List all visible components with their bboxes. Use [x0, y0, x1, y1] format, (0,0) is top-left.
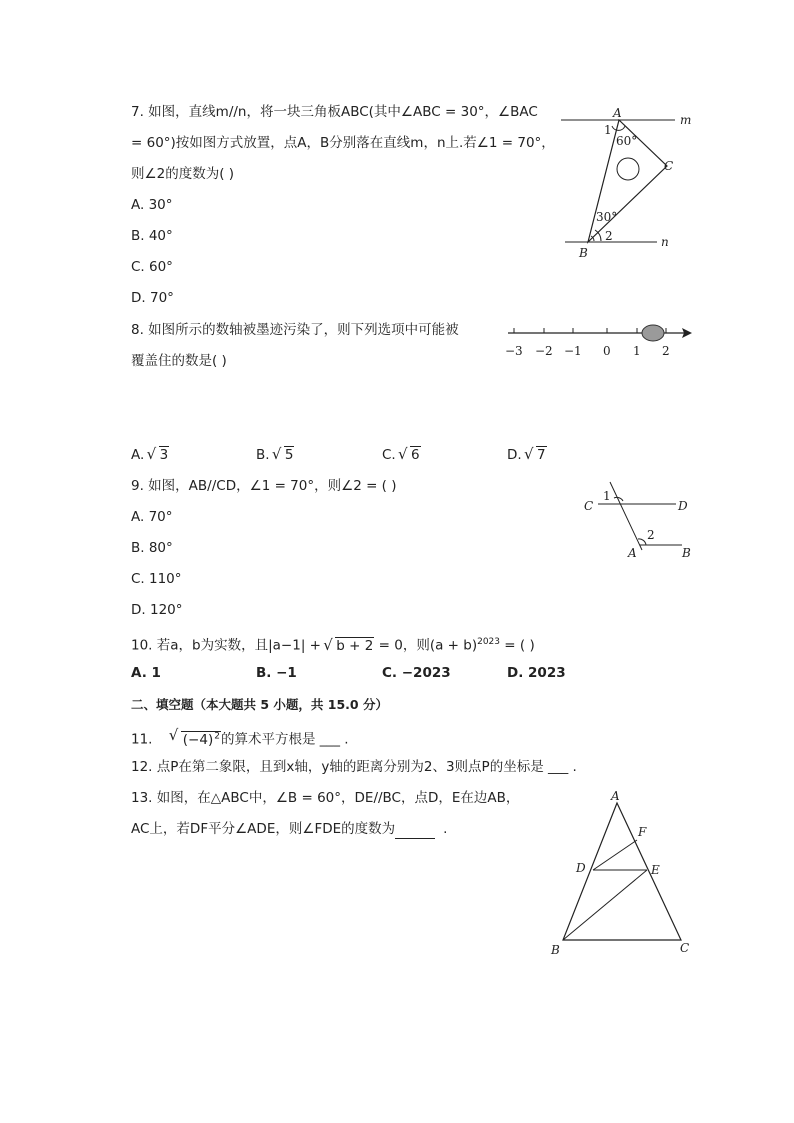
number-line [500, 318, 700, 363]
q10-option-d: D. 2023 [507, 665, 566, 681]
section-heading: 二、填空题（本大题共 5 小题，共 15.0 分） [131, 697, 388, 712]
q10-option-c: C. −2023 [382, 665, 451, 681]
q7-label-c: C [664, 159, 674, 173]
q9-option-c: C. 110° [131, 571, 182, 587]
q13-label-a: A [611, 789, 620, 803]
q13-label-b: B [551, 943, 560, 957]
ink-blot [642, 325, 664, 341]
q8-option-d-radicand: 7 [536, 447, 546, 463]
q7-option-a: A. 30° [131, 197, 173, 213]
q8-option-b [256, 446, 294, 464]
q8-option-b-letter: B. [256, 447, 270, 463]
q9-option-b: B. 80° [131, 540, 173, 556]
q8-option-c-radicand: 6 [411, 447, 420, 463]
axis-label-0: 0 [603, 344, 611, 358]
q8-option-d [507, 446, 547, 464]
q11 [131, 727, 349, 749]
q8-option-d-letter: D. [507, 447, 522, 463]
q8-option-b-radicand: 5 [284, 447, 294, 463]
q8-option-a-radicand: 3 [159, 447, 169, 463]
q8-line1: 8. 如图所示的数轴被墨迹污染了，则下列选项中可能被 [131, 322, 459, 338]
q9-label-angle1: 1 [603, 489, 611, 503]
q11-number: 11. [131, 731, 153, 748]
q13-label-d: D [576, 861, 586, 875]
q7-label-a: A [613, 106, 622, 120]
q8-option-a [131, 446, 169, 464]
q13-line2 [131, 820, 447, 839]
q8-option-d-radical [526, 446, 547, 464]
q10-stem-end: = ( ) [500, 637, 535, 654]
q10-stem-middle: = 0，则(a + b) [374, 637, 478, 654]
q11-radicand-wrap [181, 731, 221, 748]
q13-figure [545, 788, 705, 960]
q10-option-a: A. 1 [131, 665, 161, 681]
q8-option-b-radical [274, 446, 295, 464]
q9-line1: 9. 如图，AB//CD，∠1 = 70°，则∠2 = ( ) [131, 478, 397, 494]
q13-label-e: E [651, 863, 660, 877]
q7-label-n: n [661, 235, 669, 249]
q11-radical [171, 727, 221, 749]
q9-label-a: A [628, 546, 637, 560]
axis-label-neg1: −1 [564, 344, 582, 358]
axis-label-neg2: −2 [535, 344, 553, 358]
q7-label-30: 30° [596, 210, 618, 224]
q7-option-b: B. 40° [131, 228, 173, 244]
q10-option-b: B. −1 [256, 665, 297, 681]
q7-label-angle2: 2 [605, 229, 613, 243]
q7-figure [555, 100, 695, 265]
q8-line2: 覆盖住的数是( ) [131, 353, 227, 369]
q7-option-d: D. 70° [131, 290, 174, 306]
axis-label-2: 2 [662, 344, 670, 358]
q13-answer-blank [395, 820, 435, 839]
q9-figure [580, 478, 700, 563]
q11-text: 的算术平方根是 ___ . [220, 731, 349, 748]
q7-line3: 则∠2的度数为( ) [131, 166, 235, 182]
q7-line1: 7. 如图，直线m//n，将一块三角板ABC(其中∠ABC = 30°，∠BAC [131, 104, 538, 120]
q9-label-b: B [682, 546, 691, 560]
q9-option-a: A. 70° [131, 509, 173, 525]
q10-stem [131, 633, 535, 655]
q8-option-a-letter: A. [131, 447, 145, 463]
q7-option-c: C. 60° [131, 259, 173, 275]
q13-line2-text: AC上，若DF平分∠ADE，则∠FDE的度数为 [131, 821, 396, 837]
q10-exponent: 2023 [477, 637, 501, 647]
q7-line2: = 60°)按如图方式放置，点A，B分别落在直线m，n上.若∠1 = 70°， [131, 135, 555, 151]
q9-label-angle2: 2 [647, 528, 655, 542]
q7-label-angle1: 1 [604, 123, 612, 137]
q11-radicand: (−4) [182, 731, 214, 748]
q9-label-d: D [678, 499, 688, 513]
axis-label-1: 1 [633, 344, 641, 358]
q10-radicand: b + 2 [336, 637, 374, 654]
q13-label-f: F [638, 825, 647, 839]
q8-option-c-radical [400, 446, 421, 464]
q13-line1: 13. 如图，在△ABC中，∠B = 60°，DE//BC，点D，E在边AB， [131, 790, 520, 806]
q7-label-m: m [680, 113, 692, 127]
q10-stem-start: 10. 若a，b为实数，且|a−1| + [131, 637, 326, 654]
q7-label-b: B [579, 246, 588, 260]
q13-label-c: C [680, 941, 690, 955]
q12: 12. 点P在第二象限，且到x轴，y轴的距离分别为2、3则点P的坐标是 ___ . [131, 759, 577, 775]
q7-label-60: 60° [616, 134, 638, 148]
axis-label-neg3: −3 [505, 344, 523, 358]
q8-option-c-letter: C. [382, 447, 396, 463]
q9-label-c: C [584, 499, 594, 513]
q13-line2-end: . [443, 821, 448, 837]
q8-option-c [382, 446, 421, 464]
q10-radical [325, 637, 374, 655]
q8-option-a-radical [149, 446, 170, 464]
q11-exponent: 2 [214, 731, 220, 741]
q9-option-d: D. 120° [131, 602, 183, 618]
